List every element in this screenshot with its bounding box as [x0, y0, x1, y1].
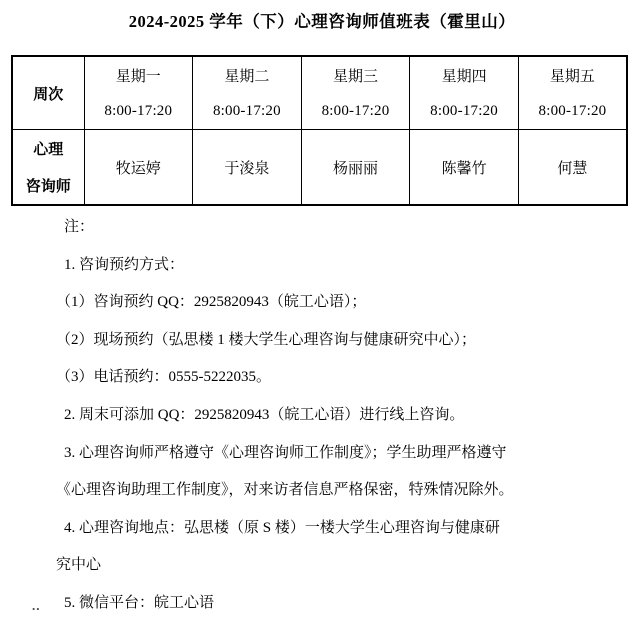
page-title: 2024-2025 学年（下）心理咨询师值班表（霍里山）	[128, 12, 516, 31]
note-line-5: 2. 周末可添加 QQ：2925820943（皖工心语）进行线上咨询。	[64, 406, 465, 423]
day-label: 星期三	[332, 68, 378, 85]
note-line-4: （3）电话预约：0555-5222035。	[56, 369, 271, 386]
time-label: 8:00-17:20	[321, 102, 390, 119]
note-line-8: 4. 心理咨询地点：弘思楼（原 S 楼）一楼大学生心理咨询与健康研	[64, 519, 500, 536]
day-label: 星期一	[115, 68, 161, 85]
counselor-header-line1: 心理	[33, 142, 64, 158]
counselor-cell-wednesday: 杨丽丽	[301, 130, 410, 206]
counselor-cell-friday: 何慧	[518, 130, 627, 206]
note-line-1: 1. 咨询预约方式：	[64, 256, 185, 273]
note-line-6: 3. 心理咨询师严格遵守《心理咨询师工作制度》；学生助理严格遵守	[64, 444, 507, 461]
notes-label: 注：	[64, 219, 95, 235]
day-cell-monday	[84, 56, 193, 130]
note-line-9: 究中心	[56, 557, 102, 574]
notes-section	[0, 209, 644, 620]
counselor-cell-tuesday: 于浚泉	[193, 130, 302, 206]
time-label: 8:00-17:20	[538, 102, 607, 119]
note-line-7: 《心理咨询助理工作制度》，对来访者信息严格保密，特殊情况除外。	[56, 482, 514, 499]
day-cell-friday	[518, 56, 627, 130]
counselor-header-line2: 咨询师	[25, 179, 71, 195]
table-counselor-row	[12, 130, 627, 206]
day-cell-wednesday	[301, 56, 410, 130]
day-label: 星期五	[549, 68, 595, 85]
counselor-cell-monday: 牧运婷	[84, 130, 193, 206]
week-header-label: 周次	[33, 86, 64, 103]
note-line-2: （1）咨询预约 QQ：2925820943（皖工心语）；	[56, 294, 367, 311]
day-cell-tuesday	[193, 56, 302, 130]
week-header-cell	[12, 56, 84, 130]
counselor-header-cell	[12, 130, 84, 206]
day-label: 星期二	[224, 68, 270, 85]
stray-mark: ..	[32, 598, 41, 613]
note-line-10: 5. 微信平台：皖工心语	[64, 594, 215, 611]
day-label: 星期四	[441, 68, 487, 85]
duty-schedule-table	[11, 55, 628, 206]
time-label: 8:00-17:20	[430, 102, 498, 119]
counselor-cell-thursday: 陈馨竹	[410, 130, 519, 206]
note-line-3: （2）现场预约（弘思楼 1 楼大学生心理咨询与健康研究中心）；	[56, 331, 477, 348]
time-label: 8:00-17:20	[104, 102, 173, 119]
day-cell-thursday	[410, 56, 519, 130]
time-label: 8:00-17:20	[212, 102, 281, 119]
table-header-row	[12, 56, 627, 130]
